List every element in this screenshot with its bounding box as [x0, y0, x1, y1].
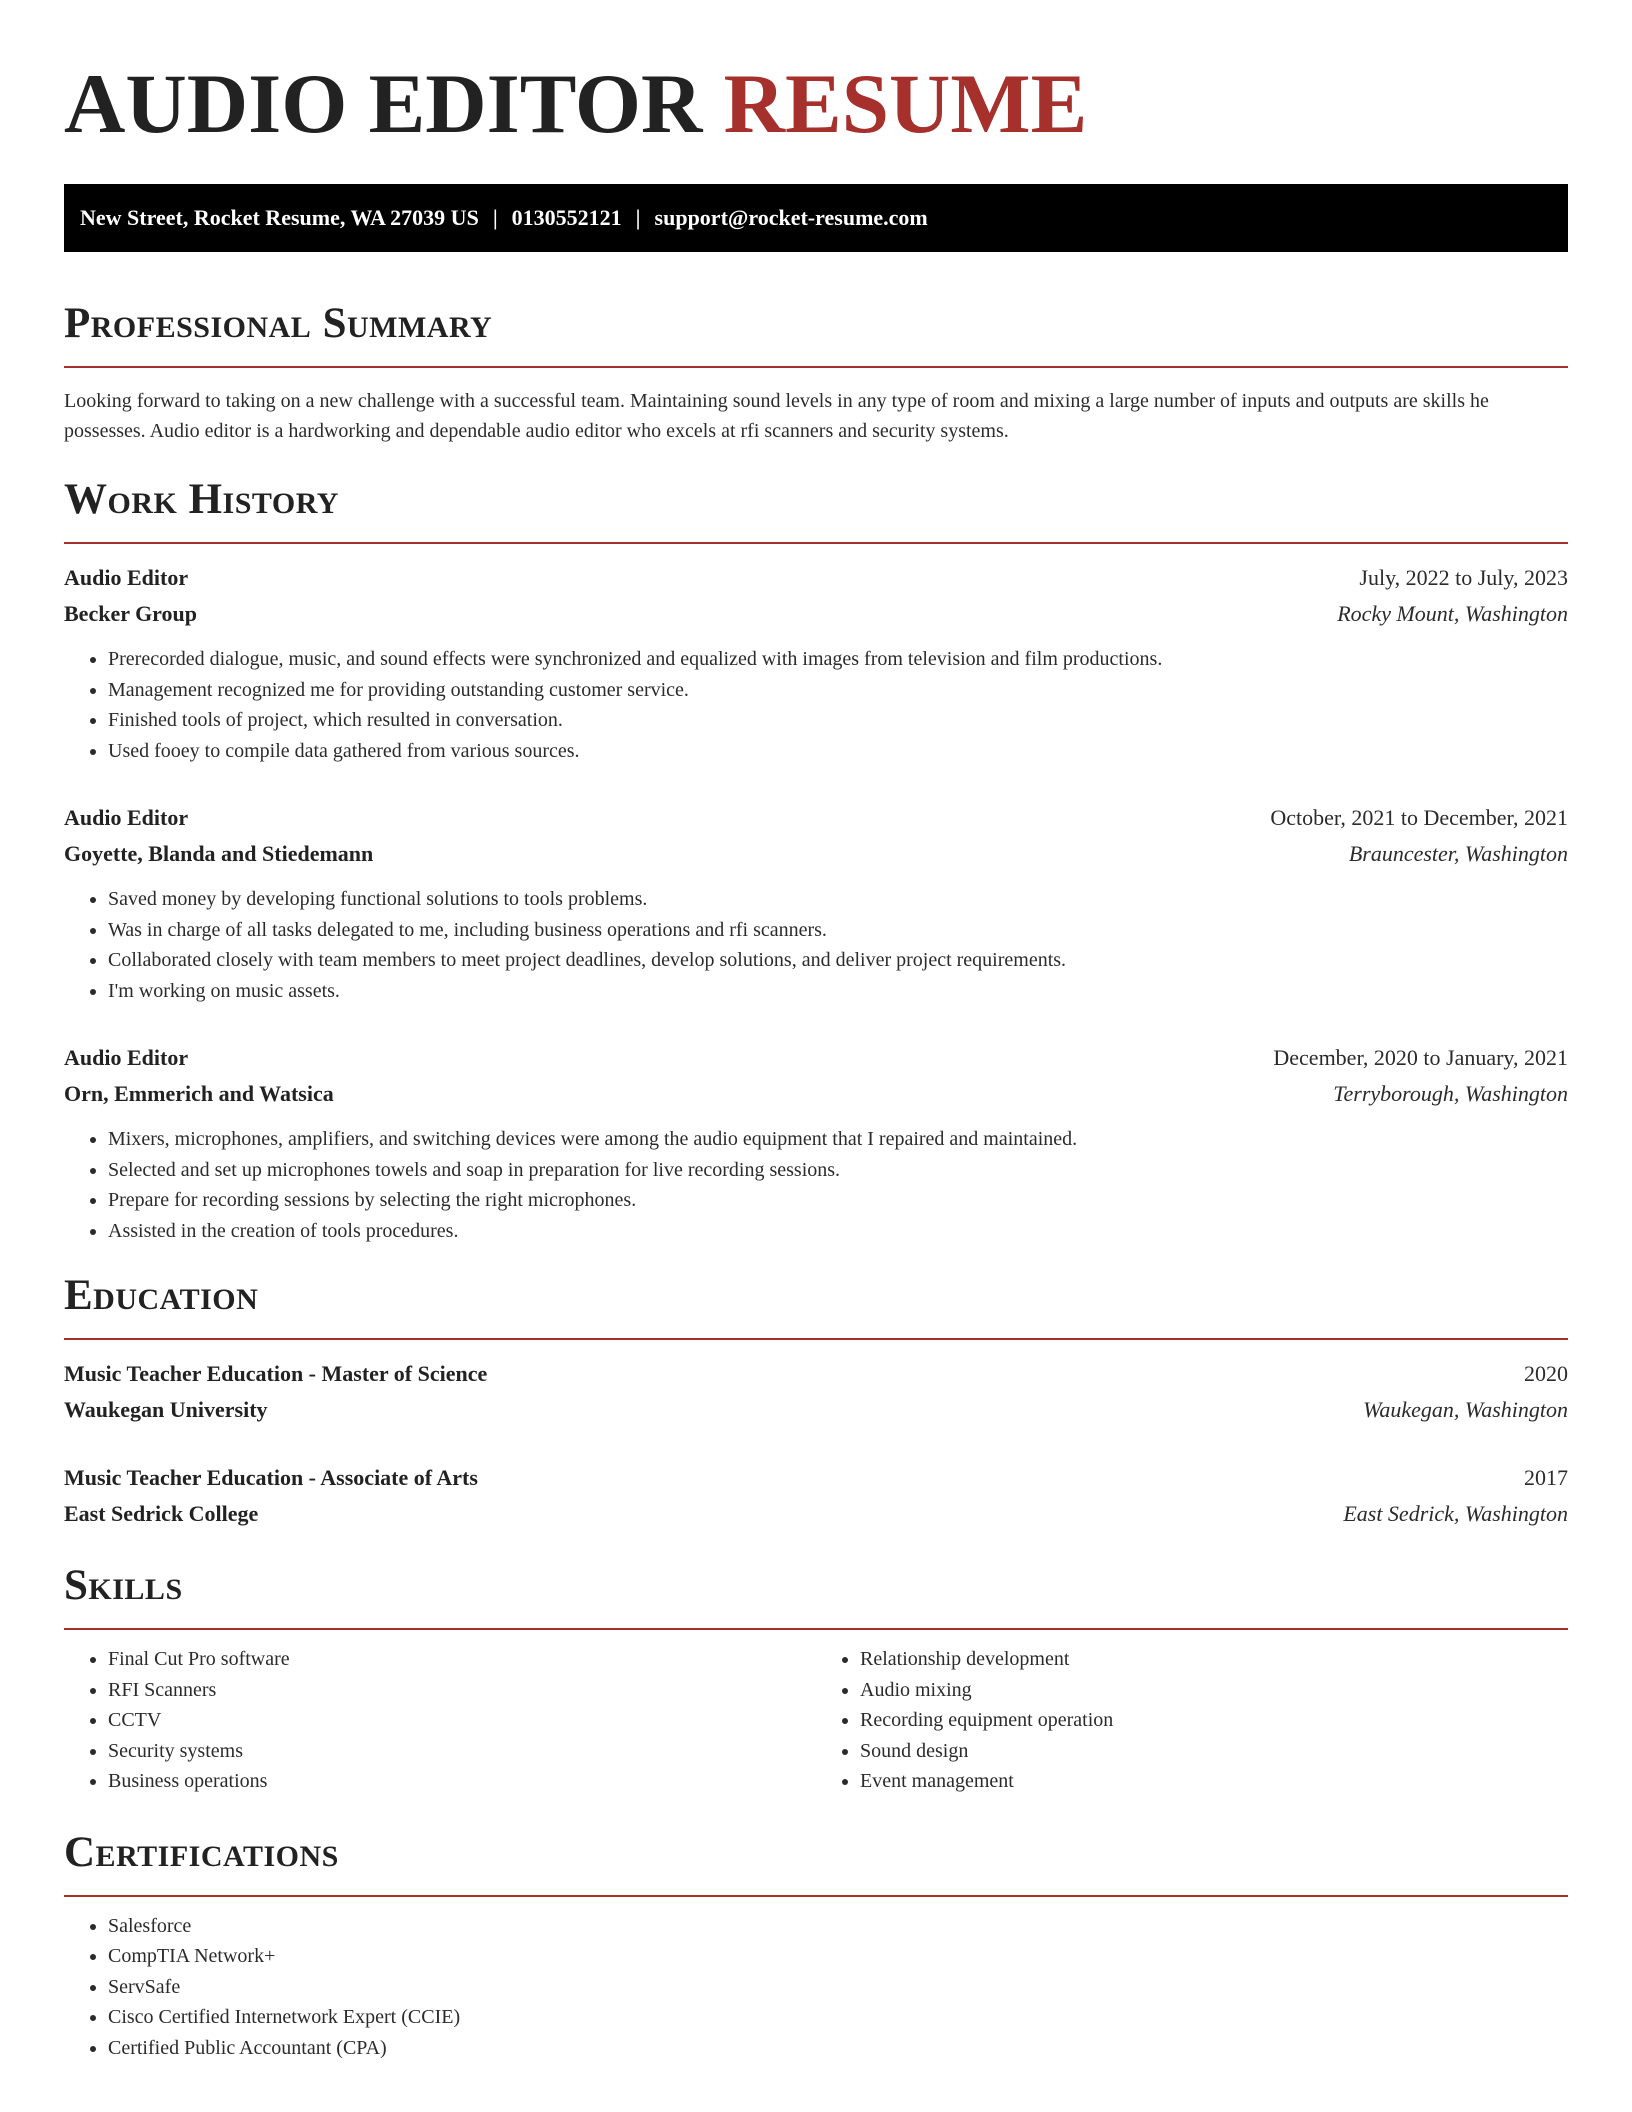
list-item: • Business operations [108, 1766, 816, 1797]
education-location: East Sedrick, Washington [1343, 1501, 1568, 1526]
job-dates: July, 2022 to July, 2023 [1359, 565, 1568, 590]
job-title: Audio Editor [64, 565, 189, 590]
list-item: • Salesforce [108, 1911, 1568, 1942]
job-bullets [64, 884, 1568, 1006]
resume-title [64, 0, 1568, 151]
contact-separator: | [635, 205, 641, 230]
list-item: • Certified Public Accountant (CPA) [108, 2033, 1568, 2064]
education-year: 2017 [1524, 1465, 1568, 1490]
list-item: • Security systems [108, 1736, 816, 1767]
job-company: Goyette, Blanda and Stiedemann [64, 841, 374, 866]
job-location: Terryborough, Washington [1333, 1081, 1568, 1106]
section-heading-summary: Professional Summary [64, 300, 493, 347]
job-header-row [64, 1040, 1568, 1076]
section-heading-certifications: Certifications [64, 1828, 339, 1876]
job-company-row [64, 1076, 1568, 1112]
skills-column-1 [64, 1644, 816, 1797]
skills-grid [64, 1644, 1568, 1797]
job-entry [64, 560, 1568, 766]
list-item: • Prepare for recording sessions by selecting the right microphones. [108, 1185, 1568, 1216]
education-section [64, 1268, 1568, 1532]
title-main: AUDIO EDITOR [64, 57, 703, 151]
education-school: Waukegan University [64, 1397, 268, 1422]
list-item: • Management recognized me for providing outstanding customer service. [108, 675, 1568, 706]
education-entry [64, 1356, 1568, 1428]
list-item: • Saved money by developing functional solutions to tools problems. [108, 884, 1568, 915]
section-divider [64, 542, 1568, 544]
contact-separator: | [492, 205, 498, 230]
skills-column-2 [816, 1644, 1568, 1797]
list-item: • RFI Scanners [108, 1675, 816, 1706]
job-header-row [64, 560, 1568, 596]
education-degree: Music Teacher Education - Associate of Arts [64, 1465, 478, 1490]
education-header-row [64, 1356, 1568, 1392]
summary-section [64, 296, 1568, 446]
list-item: • Recording equipment operation [860, 1705, 1568, 1736]
contact-email[interactable]: support@rocket-resume.com [654, 205, 928, 230]
skills-section [64, 1558, 1568, 1797]
education-year: 2020 [1524, 1361, 1568, 1386]
job-company-row [64, 836, 1568, 872]
section-divider [64, 1338, 1568, 1340]
list-item: • Finished tools of project, which resulted in conversation. [108, 705, 1568, 736]
job-entry [64, 800, 1568, 1006]
summary-text: Looking forward to taking on a new challenge with a successful team. Maintaining sound levels in any type of room and mixing a large number of inputs and outputs are skills he possesses. Audio editor is a hardworking and dependable audio editor who excels at rfi scanners and security systems. [64, 390, 1489, 442]
job-location: Brauncester, Washington [1348, 841, 1568, 866]
list-item: • I'm working on music assets. [108, 976, 1568, 1007]
list-item: • Audio mixing [860, 1675, 1568, 1706]
contact-phone: 0130552121 [511, 205, 622, 230]
title-accent: RESUME [723, 57, 1088, 151]
education-school-row [64, 1392, 1568, 1428]
job-company: Becker Group [64, 601, 198, 626]
list-item: • CCTV [108, 1705, 816, 1736]
section-divider [64, 1895, 1568, 1897]
job-company: Orn, Emmerich and Watsica [64, 1081, 334, 1106]
list-item: • Was in charge of all tasks delegated to me, including business operations and rfi scanners. [108, 915, 1568, 946]
job-title: Audio Editor [64, 1045, 189, 1070]
certifications-section [64, 1825, 1568, 2064]
education-entry [64, 1460, 1568, 1532]
education-degree: Music Teacher Education - Master of Science [64, 1361, 488, 1386]
list-item: • Prerecorded dialogue, music, and sound effects were synchronized and equalized with images from television and film productions. [108, 644, 1568, 675]
job-header-row [64, 800, 1568, 836]
work-history-section [64, 472, 1568, 1246]
certifications-list [64, 1911, 1568, 2064]
list-item: • Mixers, microphones, amplifiers, and switching devices were among the audio equipment that I repaired and maintained. [108, 1124, 1568, 1155]
education-school-row [64, 1496, 1568, 1532]
list-item: • Sound design [860, 1736, 1568, 1767]
contact-address: New Street, Rocket Resume, WA 27039 US [80, 205, 479, 230]
section-heading-skills: Skills [64, 1562, 183, 1609]
education-school: East Sedrick College [64, 1501, 259, 1526]
job-bullets [64, 1124, 1568, 1246]
list-item: • CompTIA Network+ [108, 1941, 1568, 1972]
section-divider [64, 1628, 1568, 1630]
job-bullets [64, 644, 1568, 766]
job-entry [64, 1040, 1568, 1246]
list-item: • Collaborated closely with team members to meet project deadlines, develop solutions, and deliver project requirements. [108, 945, 1568, 976]
section-divider [64, 366, 1568, 368]
list-item: • Cisco Certified Internetwork Expert (CCIE) [108, 2002, 1568, 2033]
section-heading-education: Education [64, 1272, 259, 1319]
list-item: • Final Cut Pro software [108, 1644, 816, 1675]
job-dates: December, 2020 to January, 2021 [1273, 1045, 1568, 1070]
job-title: Audio Editor [64, 805, 189, 830]
education-location: Waukegan, Washington [1363, 1397, 1568, 1422]
list-item: • Relationship development [860, 1644, 1568, 1675]
list-item: • Assisted in the creation of tools procedures. [108, 1216, 1568, 1247]
section-heading-work: Work History [64, 476, 339, 523]
education-header-row [64, 1460, 1568, 1496]
list-item: • Event management [860, 1766, 1568, 1797]
job-company-row [64, 596, 1568, 632]
list-item: • ServSafe [108, 1972, 1568, 2003]
contact-bar [64, 184, 1568, 252]
list-item: • Used fooey to compile data gathered from various sources. [108, 736, 1568, 767]
list-item: • Selected and set up microphones towels and soap in preparation for live recording sessions. [108, 1155, 1568, 1186]
job-dates: October, 2021 to December, 2021 [1270, 805, 1568, 830]
job-location: Rocky Mount, Washington [1337, 601, 1568, 626]
